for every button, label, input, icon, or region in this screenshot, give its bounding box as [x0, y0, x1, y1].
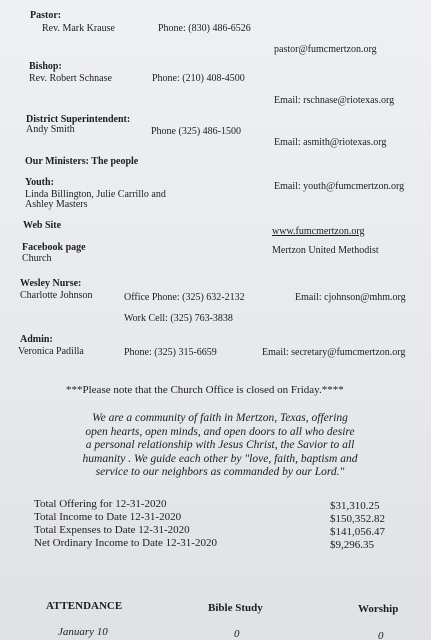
nurse-name: Charlotte Johnson [20, 290, 93, 301]
mission-line: open hearts, open minds, and open doors to all who desire [85, 425, 355, 438]
mission-statement [40, 412, 400, 480]
youth-heading: Youth: [25, 177, 54, 188]
financial-label: Total Income to Date 12-31-2020 [34, 511, 182, 523]
financial-label: Total Offering for 12-31-2020 [34, 498, 167, 510]
bishop-name: Rev. Robert Schnase [29, 73, 112, 84]
pastor-name: Rev. Mark Krause [42, 23, 115, 34]
attendance-row-bible: 0 [234, 628, 240, 640]
nurse-cell: Work Cell: (325) 763-3838 [124, 313, 233, 324]
mission-line: We are a community of faith in Mertzon, Texas, offering [92, 412, 348, 424]
youth-email: Email: youth@fumcmertzon.org [274, 181, 405, 192]
pastor-email: pastor@fumcmertzon.org [274, 44, 377, 55]
website-link[interactable]: www.fumcmertzon.org [272, 226, 365, 237]
facebook-sub: Church [22, 253, 52, 264]
financial-label: Net Ordinary Income to Date 12-31-2020 [34, 537, 217, 549]
nurse-office-phone: Office Phone: (325) 632-2132 [124, 292, 245, 303]
website-heading: Web Site [23, 220, 62, 231]
facebook-name: Mertzon United Methodist [272, 245, 379, 256]
admin-heading: Admin: [20, 334, 53, 345]
pastor-phone: Phone: (830) 486-6526 [158, 23, 251, 34]
ministers-heading: Our Ministers: The people [25, 156, 139, 167]
pastor-heading: Pastor: [30, 10, 62, 21]
financial-label: Total Expenses to Date 12-31-2020 [34, 524, 190, 536]
youth-names-line2: Ashley Masters [25, 199, 88, 210]
mission-line: service to our neighbors as commanded by our Lord." [95, 466, 345, 478]
bishop-phone: Phone: (210) 408-4500 [152, 73, 245, 84]
attendance-heading: ATTENDANCE [46, 600, 123, 612]
district-heading: District Superintendent: [26, 114, 131, 125]
attendance-col-worship: Worship [358, 603, 399, 615]
admin-name: Veronica Padilla [18, 346, 84, 357]
district-name: Andy Smith [26, 124, 75, 135]
attendance-row-worship: 0 [378, 630, 384, 640]
admin-email: Email: secretary@fumcmertzon.org [262, 347, 406, 358]
office-closed-notice: ***Please note that the Church Office is closed on Friday.**** [66, 384, 344, 396]
attendance-row-date: January 10 [58, 626, 108, 638]
nurse-email: Email: cjohnson@mhm.org [295, 292, 406, 303]
district-phone: Phone (325) 486-1500 [151, 126, 241, 137]
bishop-heading: Bishop: [29, 61, 62, 72]
financial-value: $31,310.25 [330, 500, 380, 512]
financial-value: $150,352.82 [330, 513, 385, 525]
financial-value: $141,056.47 [330, 526, 385, 538]
financial-value: $9,296.35 [330, 539, 374, 551]
facebook-heading: Facebook page [22, 242, 86, 253]
bishop-email: Email: rschnase@riotexas.org [274, 95, 395, 106]
youth-names-line1: Linda Billington, Julie Carrillo and [25, 189, 166, 200]
admin-phone: Phone: (325) 315-6659 [124, 347, 217, 358]
district-email: Email: asmith@riotexas.org [274, 137, 387, 148]
mission-line: a personal relationship with Jesus Christ, the Savior to all [85, 439, 355, 451]
attendance-col-bible-study: Bible Study [208, 602, 263, 614]
nurse-heading: Wesley Nurse: [20, 278, 82, 289]
mission-line: humanity . We guide each other by "love, faith, baptism and [82, 452, 358, 465]
